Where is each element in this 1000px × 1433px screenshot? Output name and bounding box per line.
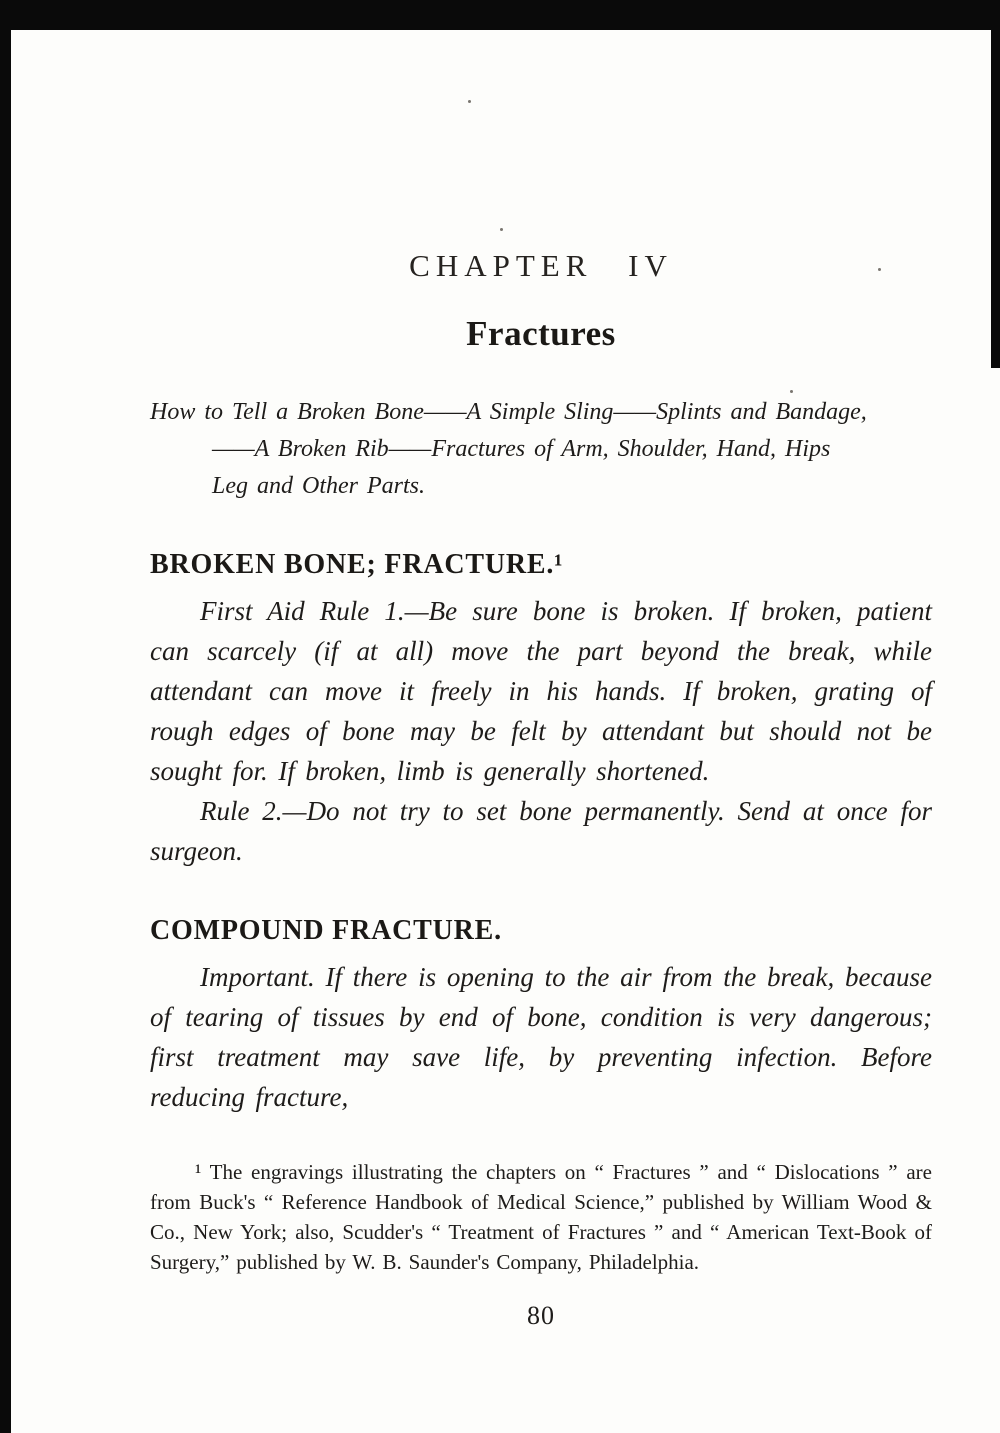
page-content bbox=[150, 0, 932, 1331]
section-heading-compound-fracture: COMPOUND FRACTURE. bbox=[150, 915, 502, 946]
chapter-heading: CHAPTER IV bbox=[409, 248, 673, 283]
footnote: ¹ The engravings illustrating the chapters on “ Fractures ” and “ Dislocations ” are from Buck's “ Reference Handbook of Medical Science,” published by William Wood & Co., New York; also, Scudder's “ Treatment of Fractures ” and “ American Text-Book of Surgery,” published by W. B. Saunder's Company, Philadelphia. bbox=[150, 1160, 932, 1274]
chapter-summary bbox=[150, 394, 932, 505]
section-heading-broken-bone: BROKEN BONE; FRACTURE.¹ bbox=[150, 549, 564, 580]
chapter-title: Fractures bbox=[466, 314, 616, 353]
body-paragraph-compound-fracture: Important. If there is opening to the air from the break, because of tearing of tissues by end of bone, condition is very dangerous; first treatment may save life, by preventing infection. Before reducing fracture, bbox=[150, 962, 932, 1112]
scan-artifact-left-bar bbox=[0, 0, 11, 1433]
scan-artifact-right-bar bbox=[991, 0, 1000, 368]
summary-line: Leg and Other Parts. bbox=[212, 473, 425, 499]
page-number: 80 bbox=[527, 1301, 555, 1330]
summary-line: How to Tell a Broken Bone——A Simple Sling——Splints and Bandage, bbox=[150, 399, 867, 425]
summary-line: ——A Broken Rib——Fractures of Arm, Shoulder, Hand, Hips bbox=[212, 436, 831, 462]
body-paragraph-rule-2: Rule 2.—Do not try to set bone permanently. Send at once for surgeon. bbox=[150, 796, 932, 866]
body-paragraph-rule-1: First Aid Rule 1.—Be sure bone is broken. If broken, patient can scarcely (if at all) move the part beyond the break, while attendant can move it freely in his hands. If broken, grating of rough edges of bone may be felt by attendant but should not be sought for. If broken, limb is generally shortened. bbox=[150, 596, 932, 786]
